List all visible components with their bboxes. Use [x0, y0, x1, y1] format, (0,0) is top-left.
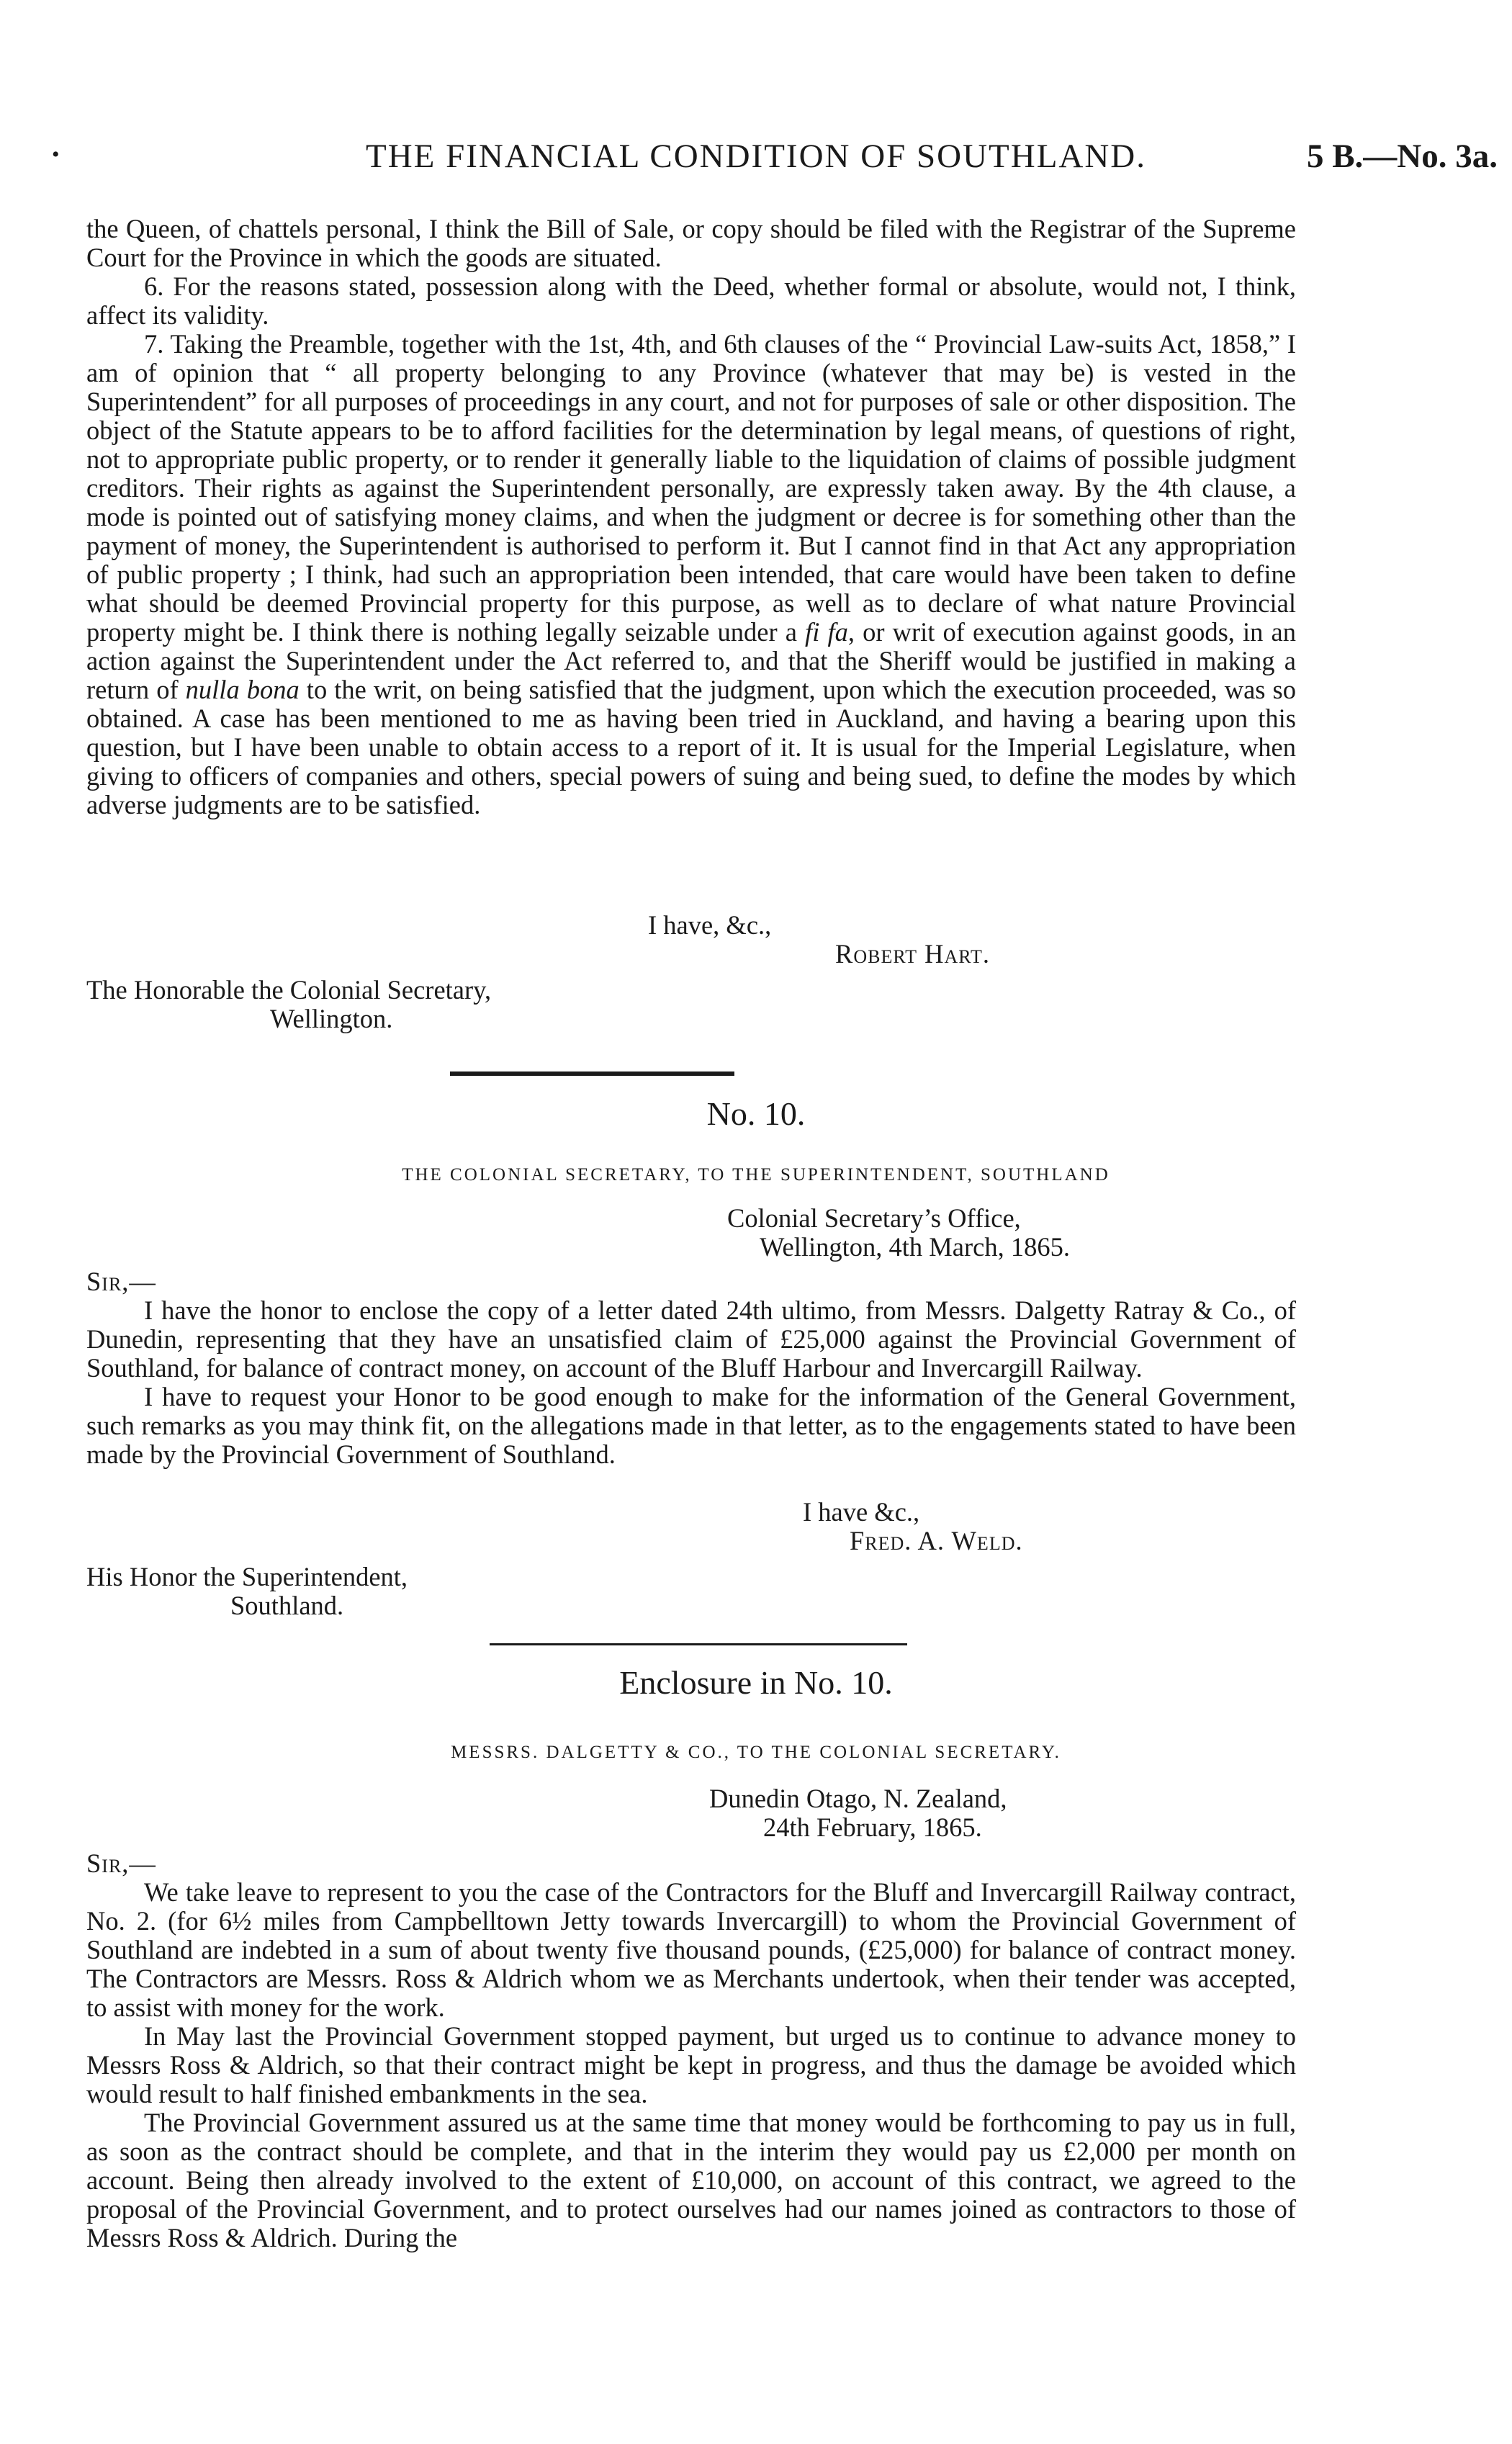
- section-divider: [450, 1072, 734, 1076]
- enclosure-paragraph-1: We take leave to represent to you the case of the Contractors for the Bluff and Invercargill Railway contract, No. 2. (for 6½ miles from Campbelltown Jetty towards Invercargill) to whom the Provincial Government of Southland are indebted in a sum of about twenty five thousand pounds, (£25,000) for balance of contract money. The Contractors are Messrs. Ross & Aldrich whom we as Merchants undertook, when their tender was accepted, to assist with money for the work.: [86, 1877, 1296, 2022]
- no10-signature: Fred. A. Weld.: [850, 1526, 1023, 1555]
- hart-addressee-line1: The Honorable the Colonial Secretary,: [86, 975, 492, 1005]
- no10-body: [86, 1296, 1296, 1469]
- enclosure-subhead: MESSRS. DALGETTY & CO., TO THE COLONIAL SECRETARY.: [451, 1743, 1061, 1762]
- no10-paragraph-1: I have the honor to enclose the copy of a letter dated 24th ultimo, from Messrs. Dalgetty Ratray & Co., of Dunedin, representing that they have an unsatisfied claim of £25,000 against the Provincial Government of Southland, for balance of contract money, on account of the Bluff Harbour and Invercargill Railway.: [86, 1295, 1296, 1383]
- enclosure-divider: [490, 1643, 907, 1645]
- hart-signature: Robert Hart.: [835, 939, 991, 969]
- no10-closing: I have &c.,: [803, 1497, 920, 1527]
- enclosure-paragraph-3: The Provincial Government assured us at the same time that money would be forthcoming to pay us in full, as soon as the contract should be complete, and that in the interim they would pay us £2,000 per month on account. Being then already involved to the extent of £10,000, on account of this contract, we agreed to the proposal of the Provincial Government, and to protect ourselves had our names joined as contractors to those of Messrs Ross & Aldrich. During the: [86, 2108, 1296, 2252]
- no10-subhead: THE COLONIAL SECRETARY, TO THE SUPERINTENDENT, SOUTHLAND: [402, 1165, 1110, 1185]
- hart-addressee-line2: Wellington.: [270, 1004, 393, 1033]
- paragraph-7-part-c: to the writ, on being satisfied that the judgment, upon which the execution proceeded, was so obtained. A case has been mentioned to me as having been tried in Auckland, and having a bearing upon this question, but I have been unable to obtain access to a report of it. It is usual for the Imperial Legislature, when giving to officers of companies and others, special powers of suing and being sued, to define the modes by which adverse judgments are to be satisfied.: [86, 675, 1296, 819]
- paragraph-continuation: the Queen, of chattels personal, I think the Bill of Sale, or copy should be filed with the Registrar of the Supreme Court for the Province in which the goods are situated.: [86, 214, 1296, 272]
- running-header: [0, 137, 1512, 180]
- hart-letter-body: [86, 215, 1296, 819]
- page-reference: 5 B.—No. 3a.: [1306, 138, 1498, 175]
- no10-paragraph-2: I have to request your Honor to be good enough to make for the information of the General Government, such remarks as you may think fit, on the allegations made in that letter, as to the engagements stated to have been made by the Provincial Government of Southland.: [86, 1382, 1296, 1469]
- enclosure-body: [86, 1878, 1296, 2252]
- enclosure-address-line1: Dunedin Otago, N. Zealand,: [709, 1784, 1007, 1813]
- enclosure-address-line2: 24th February, 1865.: [763, 1812, 982, 1842]
- running-title: THE FINANCIAL CONDITION OF SOUTHLAND.: [366, 138, 1146, 175]
- fi-fa-term: fi fa: [805, 617, 848, 647]
- enclosure-salutation: Sir,—: [86, 1848, 156, 1878]
- hart-closing: I have, &c.,: [648, 910, 772, 940]
- margin-mark: •: [52, 143, 60, 166]
- enclosure-paragraph-2: In May last the Provincial Government stopped payment, but urged us to continue to advance money to Messrs Ross & Aldrich, so that their contract might be kept in progress, and thus the damage be avoided which would result to half finished embankments in the sea.: [86, 2021, 1296, 2108]
- no10-title: No. 10.: [706, 1095, 806, 1132]
- enclosure-title: Enclosure in No. 10.: [619, 1664, 893, 1701]
- paragraph-7: [86, 330, 1296, 819]
- nulla-bona-term: nulla bona: [185, 675, 300, 704]
- no10-address-line1: Colonial Secretary’s Office,: [727, 1203, 1021, 1233]
- paragraph-7-part-a: 7. Taking the Preamble, together with the 1st, 4th, and 6th clauses of the “ Provincial Law-suits Act, 1858,” I am of opinion that “ all property belonging to any Province (whatever that may be) is vested in the Superintendent” for all purposes of proceedings in any court, and not for purposes of sale or other disposition. The object of the Statute appears to be to afford facilities for the determination by legal means, of questions of right, not to appropriate public property, or to render it generally liable to the liquidation of claims of possible judgment creditors. Their rights as against the Superintendent personally, are expressly taken away. By the 4th clause, a mode is pointed out of satisfying money claims, and when the judgment or decree is for something other than the payment of money, the Superintendent is authorised to perform it. But I cannot find in that Act any appropriation of public property ; I think, had such an appropriation been intended, that care would have been taken to define what should be deemed Provincial property for this purpose, as well as to declare of what nature Provincial property might be. I think there is nothing legally seizable under a: [86, 329, 1296, 647]
- no10-address-line2: Wellington, 4th March, 1865.: [760, 1232, 1070, 1262]
- no10-addressee-line1: His Honor the Superintendent,: [86, 1562, 408, 1591]
- paragraph-7-part-b: , or writ of execution against goods, in an action against the Superintendent under the Act referred to, and that the Sheriff would be justified in making a return of: [86, 617, 1296, 704]
- paragraph-6: 6. For the reasons stated, possession along with the Deed, whether formal or absolute, would not, I think, affect its validity.: [86, 271, 1296, 330]
- no10-addressee-line2: Southland.: [230, 1591, 344, 1620]
- no10-salutation: Sir,—: [86, 1267, 156, 1296]
